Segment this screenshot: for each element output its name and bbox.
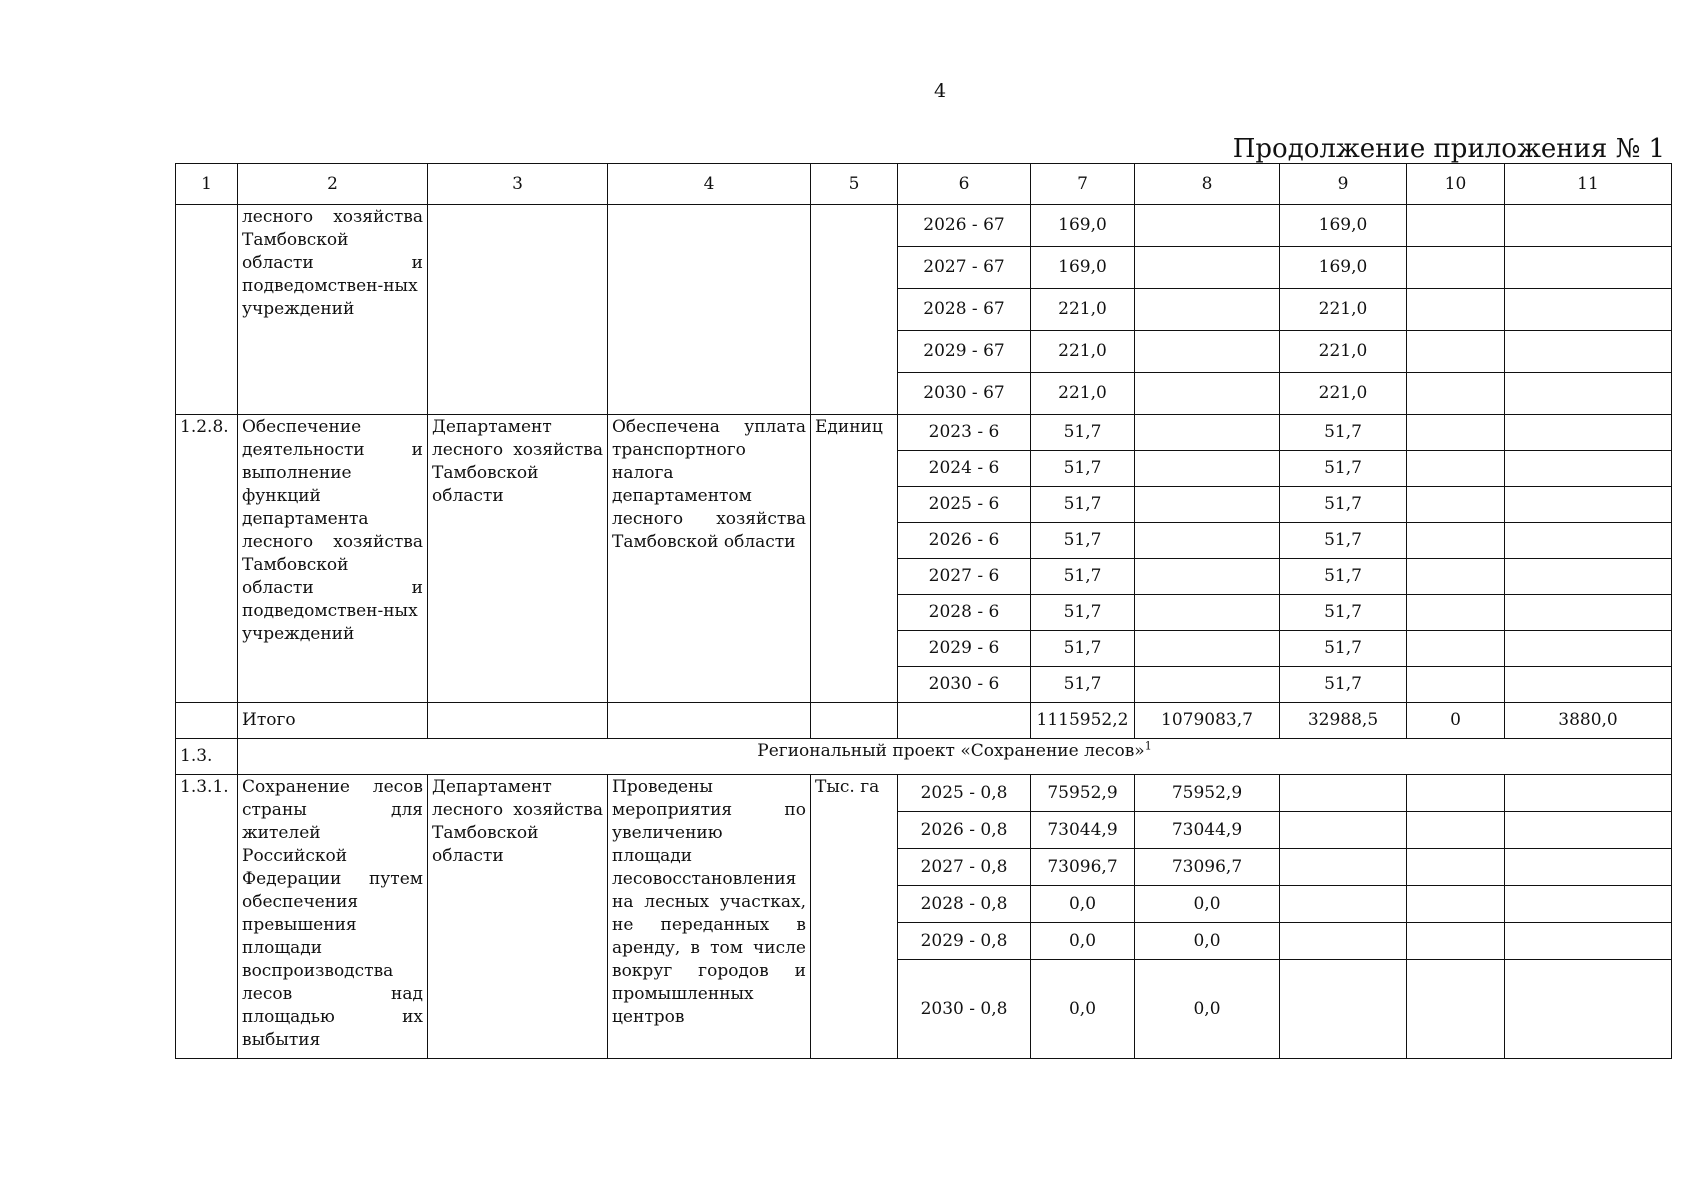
- cell-col-11: [1505, 960, 1672, 1059]
- cell-col-10: [1407, 451, 1505, 487]
- total-col-9: 32988,5: [1280, 703, 1407, 739]
- cell-col-9: [1280, 886, 1407, 923]
- cell-col-8: 0,0: [1135, 886, 1280, 923]
- cell-col-8: [1135, 451, 1280, 487]
- cell-col-11: [1505, 812, 1672, 849]
- cell-col-9: [1280, 849, 1407, 886]
- cell-col-6: 2028 - 67: [898, 289, 1031, 331]
- cell-col-7: 51,7: [1031, 415, 1135, 451]
- cell-col-11: [1505, 523, 1672, 559]
- cell-col-10: [1407, 523, 1505, 559]
- cell-name: Сохранение лесов страны для жителей Российской Федерации путем обеспечения превышения площади воспроизводства лесов над площадью их выбытия: [238, 775, 428, 1059]
- section-number: 1.3.: [176, 739, 238, 775]
- cell-name: Обеспечение деятельности и выполнение функций департамента лесного хозяйства Тамбовской области и подведомствен-ных учреждений: [238, 415, 428, 703]
- cell-col-11: [1505, 247, 1672, 289]
- cell-col-6: 2026 - 0,8: [898, 812, 1031, 849]
- cell-col-10: [1407, 775, 1505, 812]
- cell-number: [176, 703, 238, 739]
- cell-col-10: [1407, 849, 1505, 886]
- cell-col-7: 221,0: [1031, 289, 1135, 331]
- cell-executor: Департамент лесного хозяйства Тамбовской области: [428, 775, 608, 1059]
- cell-col-10: [1407, 923, 1505, 960]
- cell-col-6: 2028 - 6: [898, 595, 1031, 631]
- cell-col-7: 0,0: [1031, 923, 1135, 960]
- cell-col-8: 73096,7: [1135, 849, 1280, 886]
- cell-col-9: 51,7: [1280, 487, 1407, 523]
- cell-col-11: [1505, 631, 1672, 667]
- cell-col-7: 75952,9: [1031, 775, 1135, 812]
- cell-number: [176, 205, 238, 415]
- cell-col-10: [1407, 595, 1505, 631]
- cell-executor: Департамент лесного хозяйства Тамбовской области: [428, 415, 608, 703]
- cell-col-6: [898, 703, 1031, 739]
- cell-col-11: [1505, 775, 1672, 812]
- cell-col-9: [1280, 812, 1407, 849]
- cell-col-9: 51,7: [1280, 667, 1407, 703]
- header-col-4: 4: [608, 164, 811, 205]
- cell-col-8: [1135, 331, 1280, 373]
- cell-col-10: [1407, 205, 1505, 247]
- header-col-7: 7: [1031, 164, 1135, 205]
- cell-col-7: 51,7: [1031, 667, 1135, 703]
- cell-col-9: 221,0: [1280, 289, 1407, 331]
- cell-col-11: [1505, 559, 1672, 595]
- cell-col-11: [1505, 415, 1672, 451]
- page-number: 4: [933, 80, 947, 102]
- cell-col-7: 51,7: [1031, 595, 1135, 631]
- cell-col-7: 0,0: [1031, 886, 1135, 923]
- header-col-9: 9: [1280, 164, 1407, 205]
- header-col-8: 8: [1135, 164, 1280, 205]
- cell-col-6: 2028 - 0,8: [898, 886, 1031, 923]
- cell-col-9: 221,0: [1280, 331, 1407, 373]
- cell-col-7: 51,7: [1031, 487, 1135, 523]
- cell-col-11: [1505, 451, 1672, 487]
- cell-col-11: [1505, 289, 1672, 331]
- cell-col-9: 51,7: [1280, 595, 1407, 631]
- cell-col-6: 2023 - 6: [898, 415, 1031, 451]
- cell-col-10: [1407, 247, 1505, 289]
- cell-col-11: [1505, 886, 1672, 923]
- header-col-5: 5: [811, 164, 898, 205]
- cell-col-6: 2029 - 6: [898, 631, 1031, 667]
- cell-col-7: 73044,9: [1031, 812, 1135, 849]
- cell-col-8: [1135, 595, 1280, 631]
- cell-col-6: 2027 - 0,8: [898, 849, 1031, 886]
- table-row: [176, 415, 1672, 451]
- section-row: [176, 739, 1672, 775]
- cell-col-9: 169,0: [1280, 205, 1407, 247]
- cell-number: 1.2.8.: [176, 415, 238, 703]
- cell-col-11: [1505, 331, 1672, 373]
- cell-col-6: 2029 - 67: [898, 331, 1031, 373]
- total-col-11: 3880,0: [1505, 703, 1672, 739]
- cell-col-6: 2030 - 67: [898, 373, 1031, 415]
- cell-col-8: [1135, 373, 1280, 415]
- cell-col-11: [1505, 595, 1672, 631]
- cell-col-9: 51,7: [1280, 523, 1407, 559]
- cell-col-8: [1135, 559, 1280, 595]
- cell-col-7: 169,0: [1031, 247, 1135, 289]
- cell-col-9: 51,7: [1280, 559, 1407, 595]
- cell-col-8: [1135, 415, 1280, 451]
- cell-col-7: 221,0: [1031, 331, 1135, 373]
- cell-col-10: [1407, 667, 1505, 703]
- cell-col-9: 51,7: [1280, 631, 1407, 667]
- cell-col-8: 75952,9: [1135, 775, 1280, 812]
- header-col-10: 10: [1407, 164, 1505, 205]
- cell-col-7: 221,0: [1031, 373, 1135, 415]
- cell-col-8: [1135, 667, 1280, 703]
- cell-col-7: 51,7: [1031, 523, 1135, 559]
- table-row: [176, 775, 1672, 812]
- table-body: [176, 164, 1672, 1059]
- cell-col-7: 51,7: [1031, 631, 1135, 667]
- cell-col-6: 2026 - 67: [898, 205, 1031, 247]
- total-col-8: 1079083,7: [1135, 703, 1280, 739]
- table-row: [176, 205, 1672, 247]
- cell-col-8: [1135, 487, 1280, 523]
- cell-col-10: [1407, 331, 1505, 373]
- header-col-6: 6: [898, 164, 1031, 205]
- total-col-7: 1115952,2: [1031, 703, 1135, 739]
- cell-col-10: [1407, 415, 1505, 451]
- header-col-3: 3: [428, 164, 608, 205]
- cell-col-7: 0,0: [1031, 960, 1135, 1059]
- cell-executor: [428, 703, 608, 739]
- header-col-1: 1: [176, 164, 238, 205]
- header-row: [176, 164, 1672, 205]
- cell-col-6: 2030 - 0,8: [898, 960, 1031, 1059]
- cell-col-9: 169,0: [1280, 247, 1407, 289]
- cell-col-10: [1407, 960, 1505, 1059]
- header-col-2: 2: [238, 164, 428, 205]
- cell-col-8: 0,0: [1135, 923, 1280, 960]
- cell-col-6: 2030 - 6: [898, 667, 1031, 703]
- cell-col-9: 51,7: [1280, 451, 1407, 487]
- cell-col-6: 2024 - 6: [898, 451, 1031, 487]
- footnote-mark: 1: [1144, 739, 1152, 753]
- cell-col-8: [1135, 631, 1280, 667]
- cell-col-10: [1407, 812, 1505, 849]
- total-col-10: 0: [1407, 703, 1505, 739]
- cell-col-7: 51,7: [1031, 451, 1135, 487]
- cell-col-11: [1505, 667, 1672, 703]
- section-title: [238, 739, 1672, 775]
- total-row: [176, 703, 1672, 739]
- cell-col-6: 2029 - 0,8: [898, 923, 1031, 960]
- cell-col-11: [1505, 205, 1672, 247]
- cell-col-6: 2027 - 67: [898, 247, 1031, 289]
- cell-col-7: 73096,7: [1031, 849, 1135, 886]
- cell-col-8: [1135, 205, 1280, 247]
- program-table: [175, 163, 1672, 1059]
- cell-col-10: [1407, 373, 1505, 415]
- cell-col-9: [1280, 960, 1407, 1059]
- cell-col-6: 2025 - 6: [898, 487, 1031, 523]
- cell-col-8: 0,0: [1135, 960, 1280, 1059]
- cell-unit: Единиц: [811, 415, 898, 703]
- cell-col-11: [1505, 373, 1672, 415]
- appendix-caption: Продолжение приложения № 1: [1232, 134, 1665, 164]
- cell-result: [608, 703, 811, 739]
- cell-col-8: [1135, 289, 1280, 331]
- cell-col-6: 2026 - 6: [898, 523, 1031, 559]
- cell-col-8: 73044,9: [1135, 812, 1280, 849]
- cell-col-7: 169,0: [1031, 205, 1135, 247]
- cell-col-10: [1407, 559, 1505, 595]
- cell-unit: [811, 703, 898, 739]
- cell-col-10: [1407, 289, 1505, 331]
- cell-col-9: [1280, 923, 1407, 960]
- section-title-text: Региональный проект «Сохранение лесов»: [757, 741, 1145, 761]
- cell-col-9: 221,0: [1280, 373, 1407, 415]
- cell-number: 1.3.1.: [176, 775, 238, 1059]
- cell-col-11: [1505, 923, 1672, 960]
- cell-unit: Тыс. га: [811, 775, 898, 1059]
- cell-col-8: [1135, 523, 1280, 559]
- cell-result: Проведены мероприятия по увеличению площади лесовосстановления на лесных участках, не переданных в аренду, в том числе вокруг городов и промышленных центров: [608, 775, 811, 1059]
- cell-unit: [811, 205, 898, 415]
- cell-col-11: [1505, 487, 1672, 523]
- cell-col-8: [1135, 247, 1280, 289]
- cell-col-10: [1407, 487, 1505, 523]
- cell-result: Обеспечена уплата транспортного налога департаментом лесного хозяйства Тамбовской области: [608, 415, 811, 703]
- cell-name: лесного хозяйства Тамбовской области и подведомствен-ных учреждений: [238, 205, 428, 415]
- cell-col-10: [1407, 886, 1505, 923]
- cell-col-9: 51,7: [1280, 415, 1407, 451]
- cell-col-11: [1505, 849, 1672, 886]
- cell-executor: [428, 205, 608, 415]
- header-col-11: 11: [1505, 164, 1672, 205]
- total-label: Итого: [238, 703, 428, 739]
- cell-result: [608, 205, 811, 415]
- cell-col-6: 2027 - 6: [898, 559, 1031, 595]
- cell-col-10: [1407, 631, 1505, 667]
- cell-col-6: 2025 - 0,8: [898, 775, 1031, 812]
- cell-col-7: 51,7: [1031, 559, 1135, 595]
- cell-col-9: [1280, 775, 1407, 812]
